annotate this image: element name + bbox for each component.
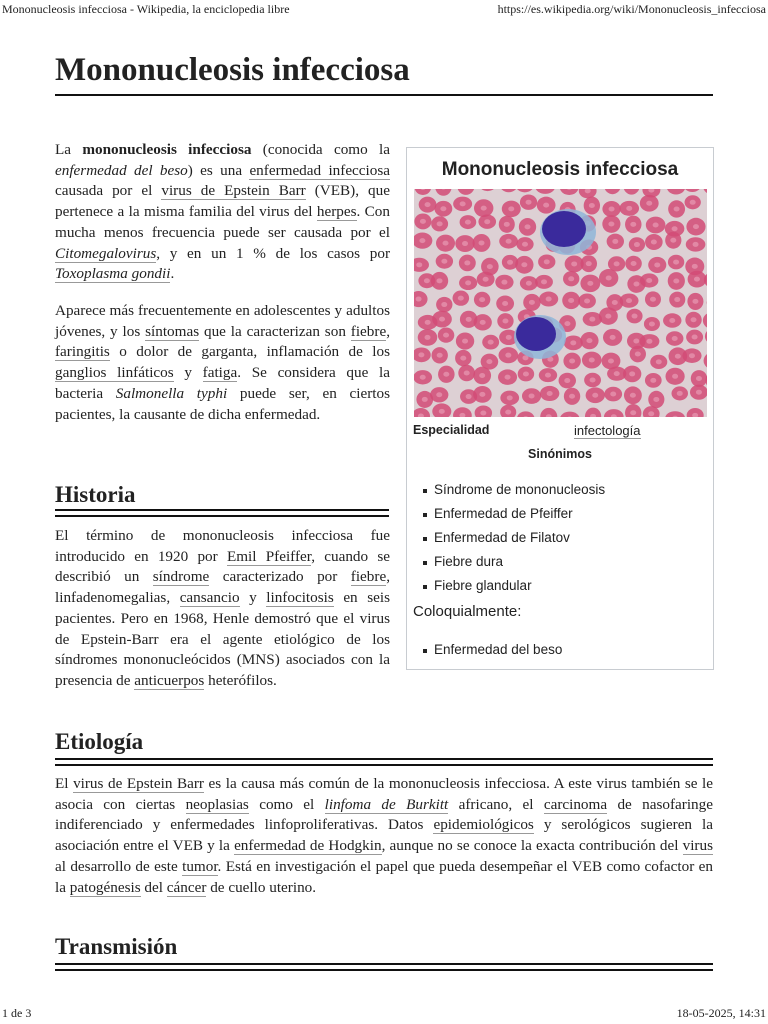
link-fiebre[interactable]: fiebre [350, 322, 387, 340]
heading-rule [55, 963, 713, 971]
list-item: Fiebre glandular [423, 574, 605, 598]
link-virus-epstein-barr[interactable]: virus de Epstein Barr [161, 182, 306, 200]
coloquial-list [423, 638, 562, 662]
heading-historia: Historia [55, 482, 136, 507]
heading-rule [55, 758, 713, 766]
list-item: Síndrome de mononucleosis [423, 478, 605, 502]
heading-etiologia: Etiología [55, 729, 144, 754]
link-emil-pfeiffer[interactable]: Emil Pfeiffer [226, 547, 312, 565]
link-sindrome[interactable]: síndrome [152, 568, 210, 586]
list-item: Enfermedad del beso [423, 638, 562, 662]
coloquial-label: Coloquialmente: [413, 603, 522, 620]
link-epidemiologicos[interactable]: epidemiológicos [433, 816, 534, 834]
link-ganglios[interactable]: ganglios linfáticos [55, 364, 174, 382]
link-sintomas[interactable]: síntomas [145, 322, 200, 340]
link-toxoplasma[interactable]: Toxoplasma gondii [55, 265, 171, 283]
link-citomegalovirus[interactable]: Citomegalovirus [55, 244, 157, 262]
list-item: Enfermedad de Filatov [423, 526, 605, 550]
print-footer [0, 1006, 768, 1024]
print-date: 18-05-2025, 14:31 [676, 1006, 766, 1020]
link-tumor[interactable]: tumor [182, 857, 218, 875]
print-header-title: Mononucleosis infecciosa - Wikipedia, la enciclopedia libre [2, 2, 290, 16]
blood-smear-svg [414, 189, 707, 417]
link-anticuerpos[interactable]: anticuerpos [134, 671, 205, 689]
sinonimos-label: Sinónimos [528, 447, 592, 461]
especialidad-label: Especialidad [413, 423, 490, 437]
link-virus[interactable]: virus [682, 837, 713, 855]
link-fiebre-2[interactable]: fiebre [350, 568, 387, 586]
link-cansancio[interactable]: cansancio [179, 589, 240, 607]
link-enfermedad-infecciosa[interactable]: enfermedad infecciosa [249, 161, 391, 179]
link-herpes[interactable]: herpes [316, 203, 357, 221]
link-linfocitosis[interactable]: linfocitosis [266, 589, 334, 607]
link-carcinoma[interactable]: carcinoma [543, 795, 608, 813]
list-item: Fiebre dura [423, 550, 605, 574]
page-number: 1 de 3 [2, 1006, 32, 1020]
link-faringitis[interactable]: faringitis [55, 343, 110, 361]
heading-rule [55, 509, 389, 517]
print-header-url: https://es.wikipedia.org/wiki/Mononucleosis_infecciosa [497, 2, 766, 16]
intro-paragraph-2: Aparece más frecuentemente en adolescentes y adultos jóvenes, y los síntomas que la caracterizan son fiebre, faringitis o dolor de garganta, inflamación de los ganglios linfáticos y fatiga. Se considera que la bacteria Salmonella typhi puede ser, en ciertos pacientes, la causante de dicha enfermedad. [55, 302, 391, 423]
page-title: Mononucleosis infecciosa [55, 52, 713, 96]
blood-smear-image [414, 189, 707, 417]
etiologia-paragraph: El virus de Epstein Barr es la causa más común de la mononucleosis infecciosa. A este virus también se le asocia con ciertas neoplasias como el linfoma de Burkitt africano, el carcinoma de nasofaringe indiferenciado y enfermedades linfoproliferativas. Datos epidemiológicos y serológicos sugieren la asociación entre el VEB y la enfermedad de Hodgkin, aunque no se conoce la exacta contribución del virus al desarrollo de este tumor. Está en investigación el papel que pueda desempeñar el VEB como cofactor en la patogénesis del cáncer de cuello uterino. [55, 775, 714, 896]
print-header [0, 0, 768, 18]
link-cancer[interactable]: cáncer [166, 878, 207, 896]
sinonimos-list [423, 478, 605, 598]
link-patogenesis[interactable]: patogénesis [69, 878, 141, 896]
bold-term: mononucleosis infecciosa [82, 141, 252, 158]
link-fatiga[interactable]: fatiga [202, 364, 238, 382]
link-infectologia[interactable]: infectología [574, 423, 641, 438]
link-linfoma-burkitt[interactable]: linfoma de Burkitt [324, 795, 449, 813]
link-neoplasias[interactable]: neoplasias [185, 795, 249, 813]
list-item: Enfermedad de Pfeiffer [423, 502, 605, 526]
link-hodgkin[interactable]: enfermedad de Hodgkin [234, 837, 382, 855]
infobox [406, 147, 714, 670]
link-virus-epstein-barr-2[interactable]: virus de Epstein Barr [73, 775, 204, 792]
infobox-title: Mononucleosis infecciosa [441, 159, 679, 180]
historia-paragraph: El término de mononucleosis infecciosa fue introducido en 1920 por Emil Pfeiffer, cuando se describió un síndrome caracterizado por fiebre, linfadenomegalias, cansancio y linfocitosis en seis pacientes. Pero en 1968, Henle demostró que el virus de Epstein-Barr era el agente etiológico de los síndromes mononucleócidos (MNS) asociados con la presencia de anticuerpos heterófilos. [55, 527, 390, 689]
heading-transmision: Transmisión [55, 934, 178, 959]
intro-paragraph-1: La mononucleosis infecciosa (conocida como la enfermedad del beso) es una enfermedad infecciosa causada por el virus de Epstein Barr (VEB), que pertenece a la misma familia del virus del herpes. Con mucha menos frecuencia puede ser causada por el Citomegalovirus, y en un 1 % de los casos por Toxoplasma gondii. [55, 141, 391, 283]
